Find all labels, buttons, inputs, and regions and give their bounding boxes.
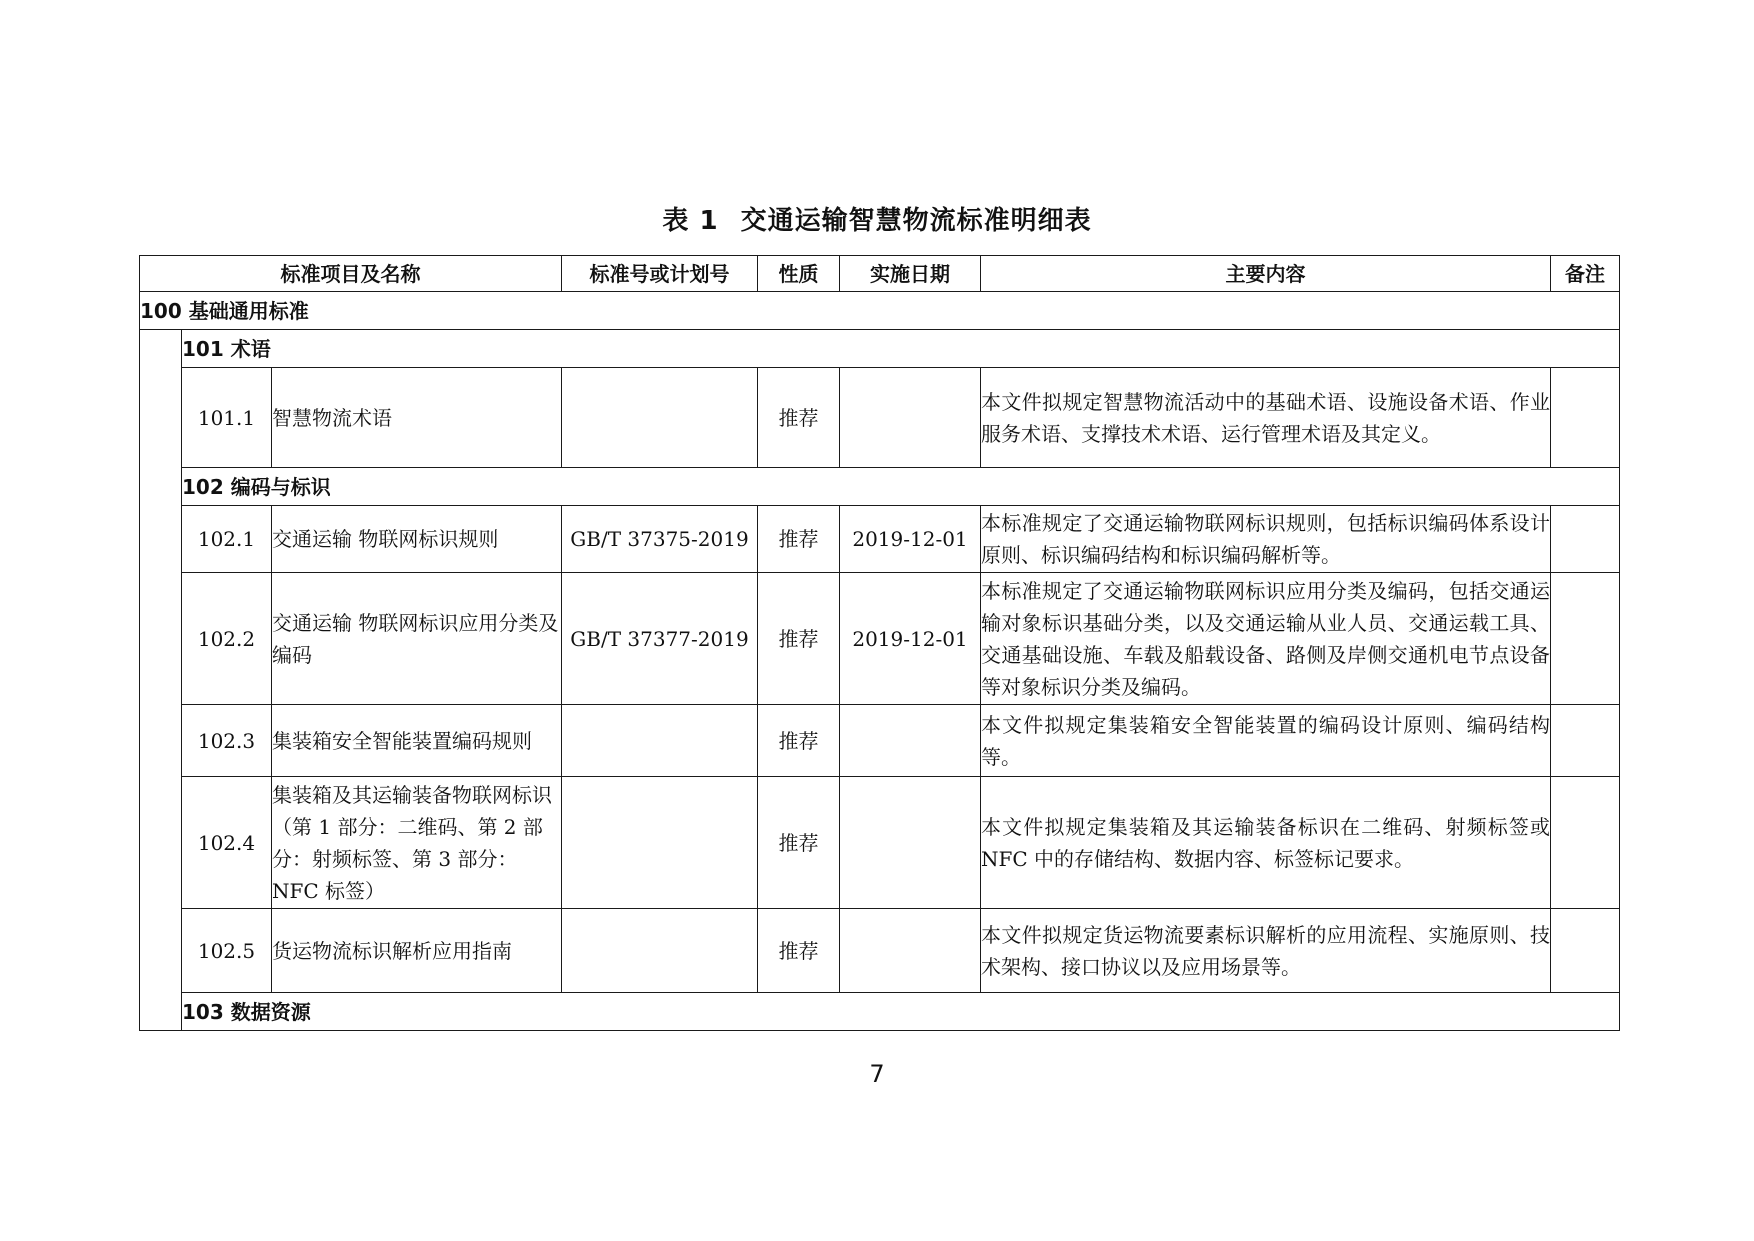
- standard-content: 本文件拟规定智慧物流活动中的基础术语、设施设备术语、作业服务术语、支撑技术术语、运行管理术语及其定义。: [981, 368, 1551, 468]
- standard-date: 2019-12-01: [840, 506, 981, 573]
- standards-table: [139, 255, 1620, 1031]
- standard-note: [1551, 777, 1620, 909]
- standard-name: 集装箱安全智能装置编码规则: [272, 705, 562, 777]
- table-label: 表 1: [662, 206, 719, 236]
- standard-note: [1551, 368, 1620, 468]
- standard-date: [840, 909, 981, 993]
- standard-code: [562, 909, 758, 993]
- table-row: [140, 705, 1620, 777]
- standard-date: [840, 368, 981, 468]
- standard-code: [562, 777, 758, 909]
- standard-name: 交通运输 物联网标识规则: [272, 506, 562, 573]
- section-row: [140, 468, 1620, 506]
- standard-content: 本文件拟规定集装箱安全智能装置的编码设计原则、编码结构等。: [981, 705, 1551, 777]
- table-row: [140, 368, 1620, 468]
- section-title: 103 数据资源: [182, 993, 1620, 1031]
- indent-cell: [140, 330, 182, 1031]
- section-title: 102 编码与标识: [182, 468, 1620, 506]
- standard-content: 本文件拟规定集装箱及其运输装备标识在二维码、射频标签或 NFC 中的存储结构、数据内容、标签标记要求。: [981, 777, 1551, 909]
- header-item: 标准项目及名称: [140, 256, 562, 292]
- row-number: 101.1: [182, 368, 272, 468]
- table-row: [140, 573, 1620, 705]
- standard-name: 货运物流标识解析应用指南: [272, 909, 562, 993]
- standard-note: [1551, 705, 1620, 777]
- section-row: [140, 330, 1620, 368]
- standard-type: 推荐: [758, 705, 840, 777]
- table-row: [140, 506, 1620, 573]
- standard-type: 推荐: [758, 909, 840, 993]
- row-number: 102.1: [182, 506, 272, 573]
- category-title: 100 基础通用标准: [140, 292, 1620, 330]
- table-title: [0, 200, 1754, 237]
- standard-note: [1551, 506, 1620, 573]
- row-number: 102.2: [182, 573, 272, 705]
- row-number: 102.5: [182, 909, 272, 993]
- section-row: [140, 993, 1620, 1031]
- standard-date: [840, 777, 981, 909]
- standard-date: 2019-12-01: [840, 573, 981, 705]
- category-row: [140, 292, 1620, 330]
- standard-code: [562, 705, 758, 777]
- header-content: 主要内容: [981, 256, 1551, 292]
- table-row: [140, 777, 1620, 909]
- page-number: 7: [869, 1060, 885, 1088]
- standard-type: 推荐: [758, 368, 840, 468]
- row-number: 102.3: [182, 705, 272, 777]
- standard-content: 本标准规定了交通运输物联网标识规则，包括标识编码体系设计原则、标识编码结构和标识编码解析等。: [981, 506, 1551, 573]
- standard-content: 本标准规定了交通运输物联网标识应用分类及编码，包括交通运输对象标识基础分类，以及交通运输从业人员、交通运载工具、交通基础设施、车载及船载设备、路侧及岸侧交通机电节点设备等对象标识分类及编码。: [981, 573, 1551, 705]
- table-row: [140, 909, 1620, 993]
- header-note: 备注: [1551, 256, 1620, 292]
- section-title: 101 术语: [182, 330, 1620, 368]
- standard-type: 推荐: [758, 506, 840, 573]
- standard-name: 智慧物流术语: [272, 368, 562, 468]
- header-code: 标准号或计划号: [562, 256, 758, 292]
- standard-code: [562, 368, 758, 468]
- standard-code: GB/T 37377-2019: [562, 573, 758, 705]
- standard-type: 推荐: [758, 777, 840, 909]
- header-date: 实施日期: [840, 256, 981, 292]
- standard-content: 本文件拟规定货运物流要素标识解析的应用流程、实施原则、技术架构、接口协议以及应用场景等。: [981, 909, 1551, 993]
- standard-type: 推荐: [758, 573, 840, 705]
- header-type: 性质: [758, 256, 840, 292]
- table-header-row: [140, 256, 1620, 292]
- row-number: 102.4: [182, 777, 272, 909]
- standard-date: [840, 705, 981, 777]
- table-title-text: 交通运输智慧物流标准明细表: [740, 206, 1092, 236]
- standard-name: 交通运输 物联网标识应用分类及编码: [272, 573, 562, 705]
- standard-note: [1551, 573, 1620, 705]
- standard-code: GB/T 37375-2019: [562, 506, 758, 573]
- standard-note: [1551, 909, 1620, 993]
- standard-name: 集装箱及其运输装备物联网标识（第 1 部分：二维码、第 2 部分：射频标签、第 3 部分：NFC 标签）: [272, 777, 562, 909]
